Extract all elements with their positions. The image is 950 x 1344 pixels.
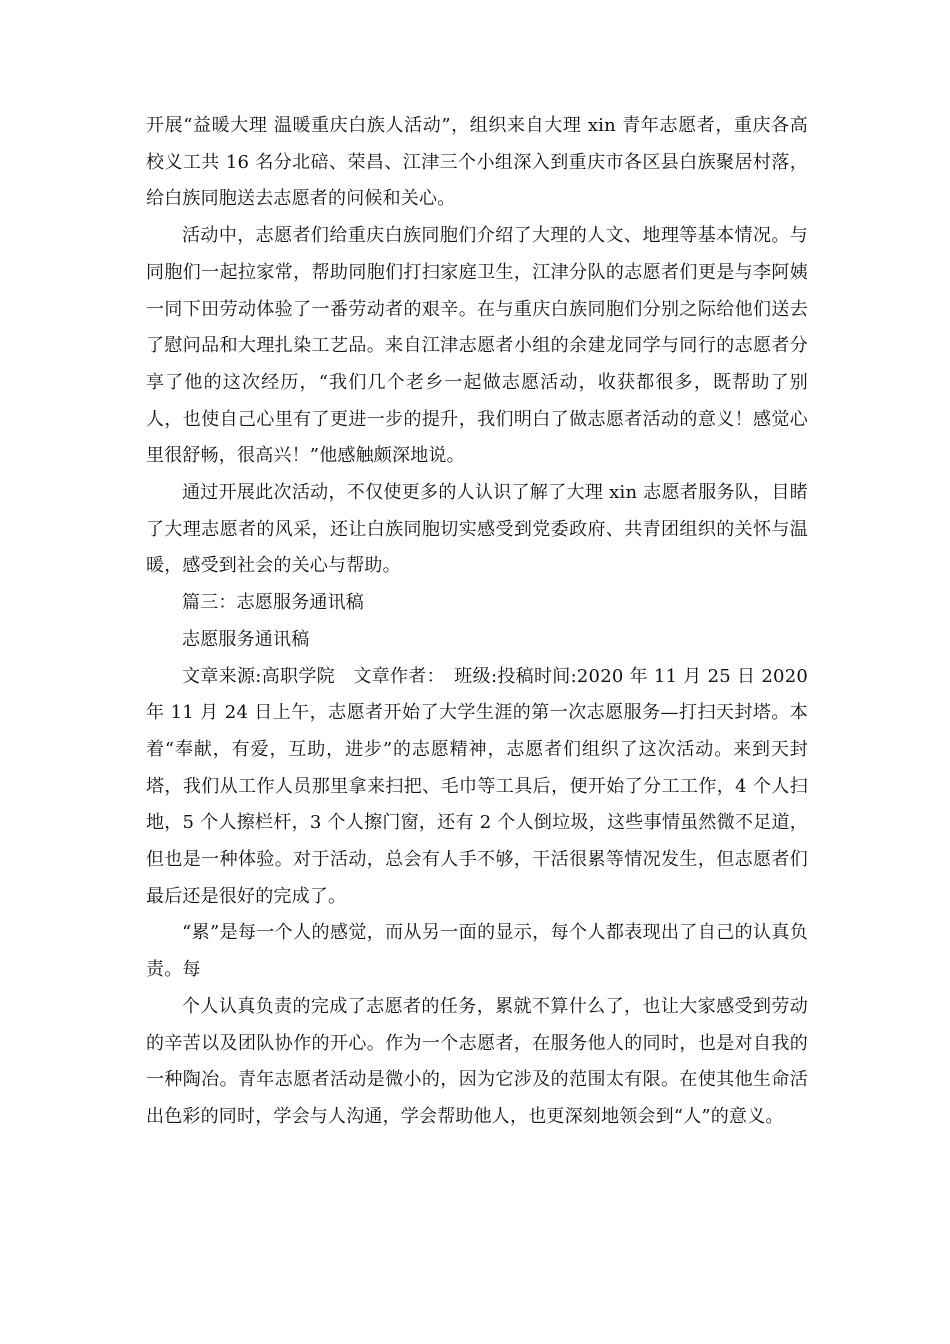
paragraph-conclusion: 个人认真负责的完成了志愿者的任务，累就不算什么了，也让大家感受到劳动的辛苦以及团队协作的开心。作为一个志愿者，在服务他人的同时，也是对自我的一种陶冶。青年志愿者活动是微小的，因为它涉及的范围太有限。在使其他生命活出色彩的同时，学会与人沟通，学会帮助他人，也更深刻地领会到“人”的意义。 — [146, 995, 808, 1127]
section-heading: 篇三：志愿服务通讯稿 — [182, 592, 364, 614]
paragraph-activity-outcome: 通过开展此次活动，不仅使更多的人认识了解了大理 xin 志愿者服务队，目睹了大理志愿者的风采，还让白族同胞切实感受到党委政府、共青团组织的关怀与温暖，感受到社会的关心与帮助。 — [146, 482, 808, 577]
paragraph-tired-feeling: “累”是每一个人的感觉，而从另一面的显示，每个人都表现出了自己的认真负责。每 — [146, 922, 808, 981]
article-title: 志愿服务通讯稿 — [182, 628, 310, 650]
paragraph-activity-intro: 开展“益暖大理 温暖重庆白族人活动”，组织来自大理 xin 青年志愿者，重庆各高校义工共 16 名分北碚、荣昌、江津三个小组深入到重庆市各区县白族聚居村落，给白族同胞送去志愿者的问候和关心。 — [146, 115, 808, 210]
paragraph-article-meta-and-body: 文章来源:高职学院 文章作者： 班级:投稿时间:2020 年 11 月 25 日 2020 年 11 月 24 日上午，志愿者开始了大学生涯的第一次志愿服务—打扫天封塔。本着“奉献，有爱，互助，进步”的志愿精神，志愿者们组织了这次活动。来到天封塔，我们从工作人员那里拿来扫把、毛巾等工具后，便开始了分工工作，4 个人扫地，5 个人擦栏杆，3 个人擦门窗，还有 2 个人倒垃圾，这些事情虽然微不足道，但也是一种体验。对于活动，总会有人手不够，干活很累等情况发生，但志愿者们最后还是很好的完成了。 — [146, 665, 808, 907]
document-body — [146, 108, 808, 1136]
paragraph-activity-details: 活动中，志愿者们给重庆白族同胞们介绍了大理的人文、地理等基本情况。与同胞们一起拉家常，帮助同胞们打扫家庭卫生，江津分队的志愿者们更是与李阿姨一同下田劳动体验了一番劳动者的艰辛。在与重庆白族同胞们分别之际给他们送去了慰问品和大理扎染工艺品。来自江津志愿者小组的余建龙同学与同行的志愿者分享了他的这次经历，“我们几个老乡一起做志愿活动，收获都很多，既帮助了别人，也使自己心里有了更进一步的提升，我们明白了做志愿者活动的意义！感觉心里很舒畅，很高兴！”他感触颇深地说。 — [146, 225, 808, 467]
